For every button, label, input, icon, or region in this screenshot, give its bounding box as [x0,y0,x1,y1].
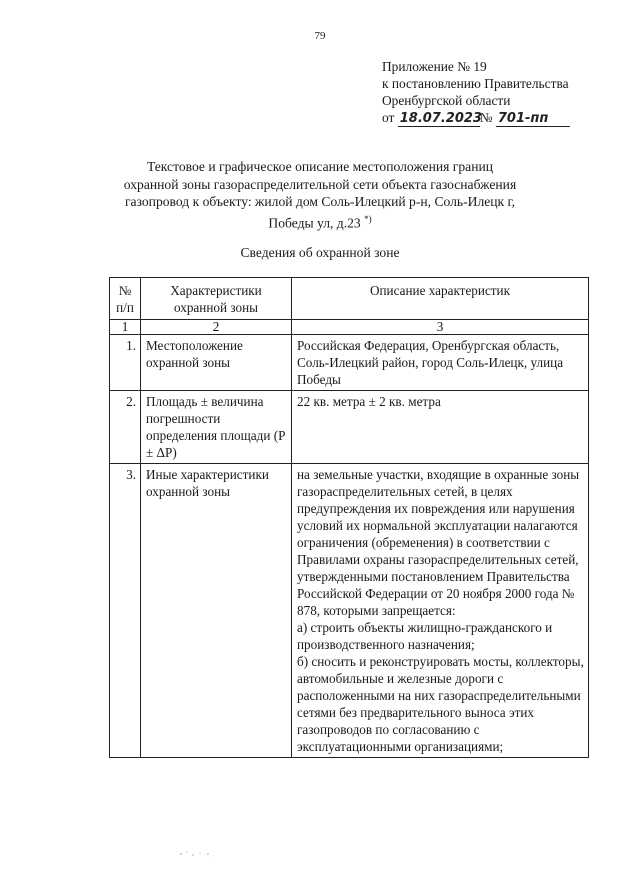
scan-speckle [178,845,218,861]
page-number: 79 [314,30,326,42]
row-description: 22 кв. метра ± 2 кв. метра [292,391,589,464]
column-header-number: № п/п [110,278,141,320]
restriction-item: а) строить объекты жилищно-гражданского и производственного назначения; [297,620,553,652]
row-number: 1. [110,335,141,391]
appendix-region: Оренбургской области [382,93,511,108]
row-characteristic: Площадь ± величина погрешности определения площади (P ± ΔP) [141,391,292,464]
appendix-title: Приложение № 19 [382,59,487,74]
appendix-date-line [382,109,570,127]
table-row [110,391,589,464]
table-header-row [110,278,589,320]
restriction-item: б) сносить и реконструировать мосты, коллекторы, автомобильные и железные дороги с расположенными на них газораспределительными сетями без предварительного выноса этих газопроводов по согласованию с эксплуатационными организациями; [297,654,584,754]
title-address-end: Победы ул, д.23 [268,215,361,231]
handwritten-date: 18.07.2023 [399,111,482,126]
number-label: № [479,110,493,125]
table-index-row [110,320,589,335]
index-cell: 3 [292,320,589,335]
row-characteristic: Иные характеристики охранной зоны [141,464,292,758]
row-number: 3. [110,464,141,758]
appendix-reference: к постановлению Правительства [382,76,569,91]
row-description: на земельные участки, входящие в охранные зоны газораспределительных сетей, в целях предупреждения их повреждения или нарушения условий их нормальной эксплуатации налагаются ограничения (обременения) в соответствии с Правилами охраны газораспределительных сетей, утвержденными постановлением Правительства Российской Федерации от 20 ноября 2000 года № 878, которыми запрещается: [297,467,580,618]
table-row [110,464,589,758]
table-row [110,335,589,391]
protection-zone-table [109,277,589,758]
index-cell: 2 [141,320,292,335]
row-description: Российская Федерация, Оренбургская область, Соль-Илецкий район, город Соль-Илецк, улица Победы [292,335,589,391]
title-line: Текстовое и графическое описание местоположения границ [146,159,494,174]
column-header-characteristic: Характеристики охранной зоны [141,278,292,320]
section-heading: Сведения об охранной зоне [240,245,400,260]
column-header-description: Описание характеристик [292,278,589,320]
appendix-block [382,58,570,127]
footnote-mark: *) [364,213,372,224]
title-line [90,211,550,232]
from-label: от [382,110,395,125]
row-description-cell [292,464,589,758]
row-number: 2. [110,391,141,464]
handwritten-number: 701-пп [496,112,570,127]
row-characteristic: Местоположение охранной зоны [141,335,292,391]
document-title [90,158,550,232]
title-line: газопровод к объекту: жилой дом Соль-Илецкий р-н, Соль-Илецк г, [124,194,515,209]
index-cell: 1 [110,320,141,335]
title-line: охранной зоны газораспределительной сети объекта газоснабжения [123,176,517,192]
